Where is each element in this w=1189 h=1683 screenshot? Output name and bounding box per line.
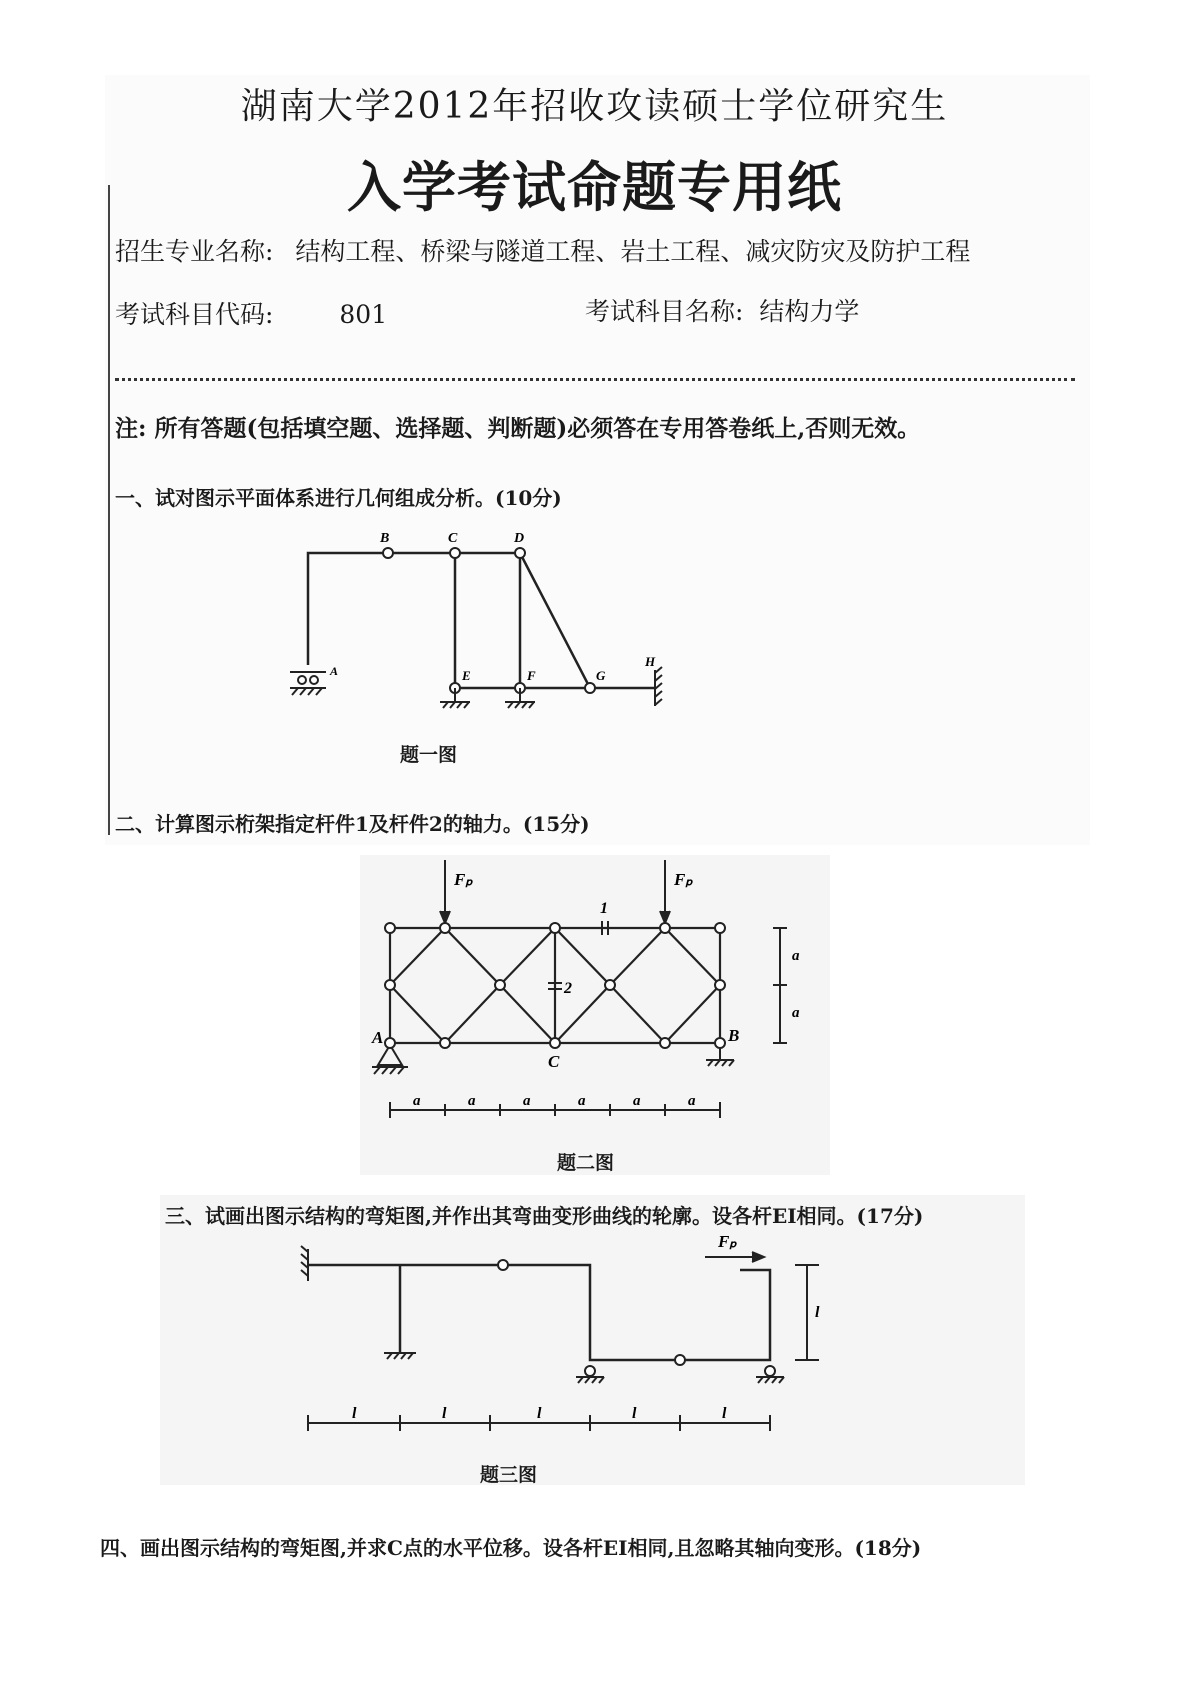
dim-a-1: a bbox=[413, 1093, 421, 1109]
label-E: E bbox=[462, 668, 471, 683]
dim-a-5: a bbox=[633, 1093, 641, 1109]
dim-a-upper: a bbox=[792, 948, 800, 964]
support-A-label: A bbox=[372, 1028, 384, 1047]
code-value: 801 bbox=[339, 300, 388, 329]
header-paper-title: 入学考试命题专用纸 bbox=[347, 155, 842, 219]
label-C: C bbox=[448, 531, 458, 546]
major-row bbox=[115, 232, 970, 268]
question-2-caption: 题二图 bbox=[557, 1152, 615, 1174]
q3-span-1: l bbox=[352, 1405, 357, 1422]
dotted-separator bbox=[115, 378, 1075, 381]
subject-value: 结构力学 bbox=[759, 297, 860, 326]
load-left-label: Fₚ bbox=[454, 870, 473, 889]
label-G: G bbox=[596, 668, 606, 683]
question-3-figure bbox=[300, 1232, 840, 1450]
q3-height-label: l bbox=[815, 1304, 820, 1321]
code-label: 考试科目代码: bbox=[115, 300, 274, 329]
code-row bbox=[115, 295, 387, 331]
load-right-label: Fₚ bbox=[674, 870, 693, 889]
label-D: D bbox=[514, 531, 525, 546]
label-F: F bbox=[527, 668, 536, 683]
bar-2-label: 2 bbox=[564, 980, 572, 997]
question-2-text: 二、计算图示桁架指定杆件1及杆件2的轴力。(15分) bbox=[115, 812, 590, 836]
q3-span-3: l bbox=[537, 1405, 542, 1422]
q3-load-label: Fₚ bbox=[718, 1232, 737, 1251]
question-3-caption: 题三图 bbox=[480, 1464, 538, 1486]
support-B-label: B bbox=[728, 1026, 740, 1045]
label-B: B bbox=[380, 531, 390, 546]
hinge-D bbox=[515, 548, 525, 558]
bar-1-label: 1 bbox=[600, 900, 608, 917]
question-2-figure bbox=[360, 855, 830, 1175]
hinge-B bbox=[383, 548, 393, 558]
question-1-caption: 题一图 bbox=[400, 744, 458, 766]
question-4-text: 四、画出图示结构的弯矩图,并求C点的水平位移。设各杆EI相同,且忽略其轴向变形。(18分) bbox=[100, 1536, 922, 1560]
hinge-C bbox=[450, 548, 460, 558]
question-1-figure bbox=[280, 520, 700, 730]
dim-a-6: a bbox=[688, 1093, 696, 1109]
left-margin-rule bbox=[108, 185, 110, 835]
question-1-text: 一、试对图示平面体系进行几何组成分析。(10分) bbox=[115, 486, 562, 510]
hinge-G bbox=[585, 683, 595, 693]
q3-span-4: l bbox=[632, 1405, 637, 1422]
dim-a-2: a bbox=[468, 1093, 476, 1109]
major-value: 结构工程、桥梁与隧道工程、岩土工程、减灾防灾及防护工程 bbox=[295, 237, 971, 266]
q3-span-2: l bbox=[442, 1405, 447, 1422]
q3-span-5: l bbox=[722, 1405, 727, 1422]
label-A: A bbox=[330, 664, 339, 678]
header-university-line: 湖南大学2012年招收攻读硕士学位研究生 bbox=[240, 86, 949, 127]
question-3-text: 三、试画出图示结构的弯矩图,并作出其弯曲变形曲线的轮廓。设各杆EI相同。(17分) bbox=[165, 1204, 924, 1228]
node-C-label: C bbox=[548, 1052, 560, 1071]
subject-row bbox=[585, 292, 859, 328]
dim-a-4: a bbox=[578, 1093, 586, 1109]
subject-label: 考试科目名称: bbox=[585, 297, 744, 326]
label-H: H bbox=[645, 654, 656, 669]
answer-note: 注: 所有答题(包括填空题、选择题、判断题)必须答在专用答卷纸上,否则无效。 bbox=[115, 415, 921, 442]
dim-a-lower: a bbox=[792, 1005, 800, 1021]
major-label: 招生专业名称: bbox=[115, 237, 274, 266]
dim-a-3: a bbox=[523, 1093, 531, 1109]
